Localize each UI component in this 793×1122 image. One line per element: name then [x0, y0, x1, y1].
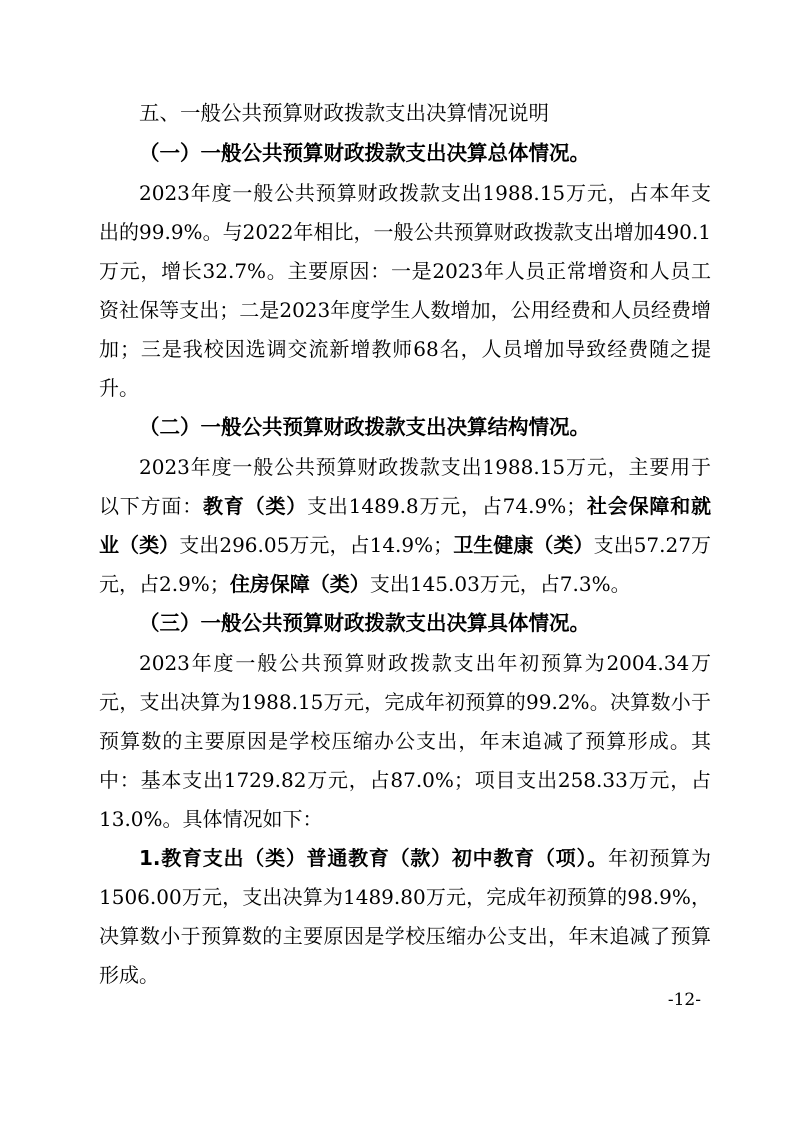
- subsection-3-item-1: [99, 839, 711, 995]
- category-text: 支出145.03万元，占7.3%。: [369, 572, 631, 596]
- subsection-3-body: 2023年度一般公共预算财政拨款支出年初预算为2004.34万元，支出决算为1988.15万元，完成年初预算的99.2%。决算数小于预算数的主要原因是学校压缩办公支出，年末追减了预算形成。其中：基本支出1729.82万元，占87.0%；项目支出258.33万元，占13.0%。具体情况如下：: [99, 651, 711, 831]
- category-text: 支出1489.8万元，占74.9%；: [307, 494, 587, 518]
- category-label: 社会保障和就业（类）: [99, 494, 712, 557]
- page-number: -12-: [667, 990, 701, 1010]
- item-1-text: 年初预算为1506.00万元，支出决算为1489.80万元，完成年初预算的98.9%，决算数小于预算数的主要原因是学校压缩办公支出，年末追减了预算形成。: [99, 846, 712, 987]
- subsection-2-intro: 2023年度一般公共预算财政拨款支出1988.15万元，主要用于以下方面：: [99, 455, 711, 518]
- subsection-3-title: （三）一般公共预算财政拨款支出决算具体情况。: [139, 611, 590, 635]
- category-label: 卫生健康（类）: [453, 533, 594, 557]
- subsection-1-body: 2023年度一般公共预算财政拨款支出1988.15万元，占本年支出的99.9%。与2022年相比，一般公共预算财政拨款支出增加490.1万元，增长32.7%。主要原因：一是2023年人员正常增资和人员工资社保等支出；二是2023年度学生人数增加，公用经费和人员经费增加；三是我校因选调交流新增教师68名，人员增加导致经费随之提升。: [99, 181, 711, 400]
- item-1-label: 1.教育支出（类）普通教育（款）初中教育（项）。: [139, 846, 608, 870]
- subsection-2-title: （二）一般公共预算财政拨款支出决算结构情况。: [139, 415, 590, 439]
- category-label: 教育（类）: [203, 494, 308, 518]
- category-text: 支出296.05万元，占14.9%；: [179, 533, 454, 557]
- subsection-2-body: [99, 448, 711, 604]
- category-text: 支出57.27万元，占2.9%；: [99, 533, 712, 596]
- document-body: [99, 94, 711, 995]
- section-heading: 五、一般公共预算财政拨款支出决算情况说明: [139, 101, 549, 125]
- category-label: 住房保障（类）: [229, 572, 370, 596]
- subsection-1-title: （一）一般公共预算财政拨款支出决算总体情况。: [139, 141, 590, 165]
